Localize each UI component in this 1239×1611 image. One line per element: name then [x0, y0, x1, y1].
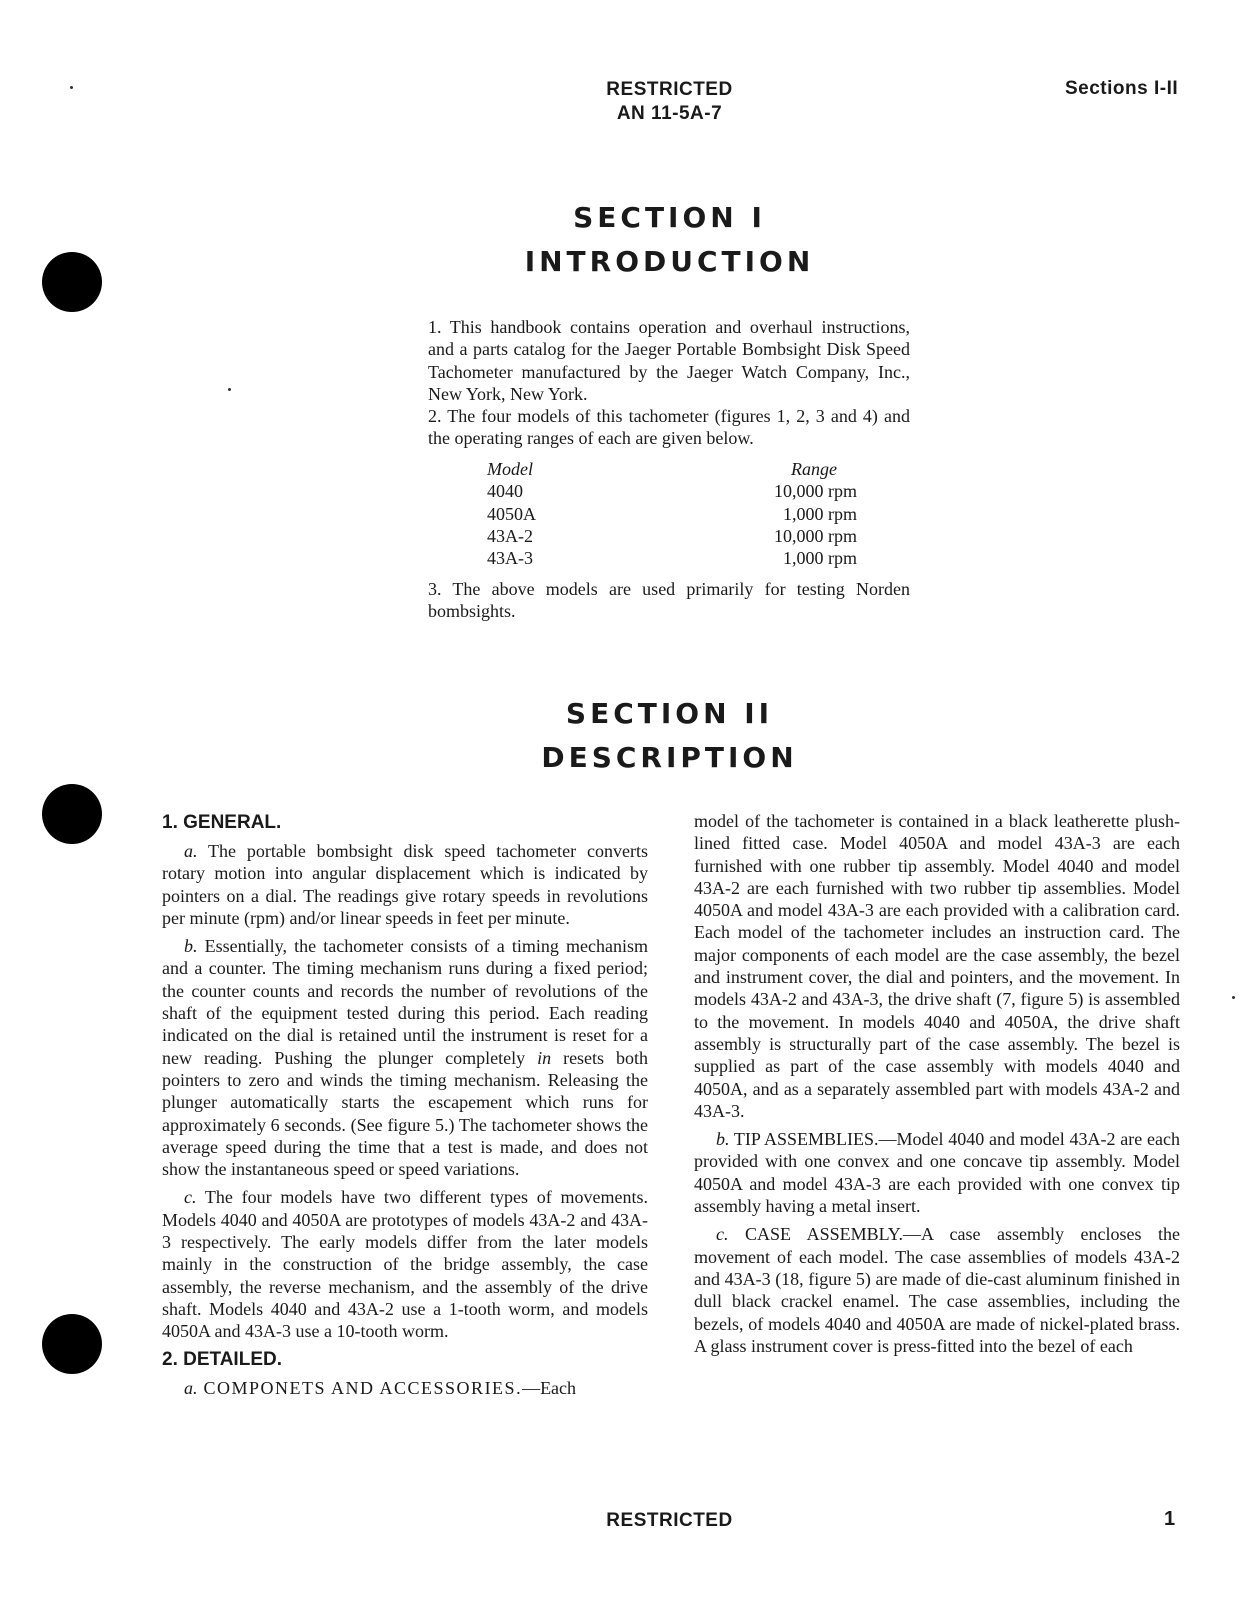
para-caps: CASE ASSEMBLY. [728, 1224, 903, 1245]
table-cell-range: 1,000 rpm [783, 548, 857, 569]
left-column [162, 812, 648, 1405]
table-row [487, 547, 857, 569]
right-column [694, 810, 1180, 1363]
binder-hole-middle [42, 784, 102, 844]
para-text: —Each [522, 1377, 577, 1398]
table-row [487, 525, 857, 547]
para-emphasis: in [537, 1047, 552, 1068]
general-para-b [162, 935, 648, 1180]
general-para-c [162, 1186, 648, 1342]
para-label: b. [716, 1129, 730, 1150]
para-label: c. [184, 1187, 197, 1208]
footer-classification: RESTRICTED [606, 1510, 733, 1531]
speck [228, 388, 231, 391]
general-heading: 1. GENERAL. [162, 812, 282, 833]
table-header-range: Range [791, 459, 837, 479]
intro-text [428, 316, 910, 450]
para-text: resets both pointers to zero and winds the timing mechanism. Releasing the plunger automatically starts the escapement which runs for approximately 6 seconds. (See figure 5.) The tachometer shows the average speed during the time that a test is made, and does not show the instantaneous speed or speed variations. [162, 1047, 648, 1180]
general-para-a [162, 840, 648, 929]
table-row [487, 503, 857, 525]
page-header [0, 78, 1239, 126]
header-classification: RESTRICTED [606, 79, 733, 100]
table-cell-range: 10,000 rpm [774, 525, 857, 546]
para-text: —Model 4040 and model 43A-2 are each provided with one convex and one concave tip assembly. Model 4050A and model 43A-3 are each provided with one convex tip assembly having a metal insert. [694, 1129, 1180, 1217]
header-doc-number: AN 11-5A-7 [616, 103, 723, 124]
table-cell-model: 43A-2 [487, 525, 533, 546]
detailed-para-c [694, 1223, 1180, 1357]
binder-hole-bottom [42, 1314, 102, 1374]
model-range-table [487, 458, 857, 569]
table-row [487, 480, 857, 502]
para-label: a. [184, 1377, 198, 1398]
intro-para-2: 2. The four models of this tachometer (figures 1, 2, 3 and 4) and the operating ranges of each are given below. [428, 406, 910, 449]
detailed-para-a-start [162, 1377, 648, 1399]
detailed-para-a-cont: model of the tachometer is contained in a black leatherette plush-lined fitted case. Model 4050A and model 43A-3 are each furnished with one rubber tip assembly. Model 4040 and model 43A-2 are each furnished with two rubber tip assemblies. Model 4050A and model 43A-3 are each provided with a calibration card. Each model of the tachometer includes an instruction card. The major components of each model are the case assembly, the bezel and instrument cover, the dial and pointers, and the movement. In models 43A-2 and 43A-3, the drive shaft (7, figure 5) is assembled to the movement. In models 4040 and 4050A, the drive shaft assembly is structurally part of the case assembly. The bezel is supplied as part of the case assembly with models 4040 and 4050A, and as a separately assembled part with models 43A-2 and 43A-3. [694, 811, 1180, 1121]
intro-para-3: 3. The above models are used primarily for testing Norden bombsights. [428, 579, 910, 622]
para-text: The portable bombsight disk speed tachometer converts rotary motion into angular displacement which is indicated by pointers on a dial. The readings give rotary speeds in revolutions per minute (rpm) and/or linear speeds in feet per minute. [162, 841, 648, 928]
section2-number: SECTION II [565, 697, 774, 730]
para-text: The four models have two different types of movements. Models 4040 and 4050A are prototypes of models 43A-2 and 43A-3 respectively. The early models differ from the later models mainly in the construction of the bridge assembly, the case assembly, the reverse mechanism, and the assembly of the drive shaft. Models 4040 and 43A-2 use a 1-tooth worm, and models 4050A and 43A-3 use a 10-tooth worm. [162, 1187, 648, 1342]
section1-title: INTRODUCTION [524, 245, 815, 278]
para-caps: TIP ASSEMBLIES. [729, 1129, 879, 1150]
header-sections: Sections I-II [1065, 78, 1179, 99]
para-text: —A case assembly encloses the movement of each model. The case assemblies of models 43A-2 and 43A-3 (18, figure 5) are made of die-cast aluminum finished in dull black crackel enamel. The case assemblies, including the bezels, of models 4040 and 4050A are made of nickel-plated brass. A glass instrument cover is press-fitted into the bezel of each [694, 1224, 1180, 1356]
table-cell-model: 43A-3 [487, 548, 533, 569]
para-text: Essentially, the tachometer consists of a timing mechanism and a counter. The timing mechanism runs during a fixed period; the counter counts and records the number of revolutions of the shaft of the equipment tested during this period. Each reading indicated on the dial is retained until the instrument is reset for a new reading. Pushing the plunger completely [162, 936, 648, 1068]
table-cell-range: 1,000 rpm [783, 503, 857, 524]
detailed-heading: 2. DETAILED. [162, 1348, 282, 1370]
intro-text-2 [428, 578, 910, 623]
section1-number: SECTION I [573, 201, 766, 234]
table-header-model: Model [487, 459, 533, 479]
para-caps: COMPONETS AND ACCESSORIES. [197, 1377, 523, 1398]
para-label: c. [716, 1224, 729, 1245]
table-cell-range: 10,000 rpm [774, 481, 857, 502]
table-cell-model: 4050A [487, 503, 536, 524]
section2-title: DESCRIPTION [541, 741, 798, 774]
table-header-row [487, 458, 857, 480]
speck [1232, 996, 1235, 999]
page-number: 1 [1164, 1508, 1176, 1530]
para-label: a. [184, 841, 198, 861]
para-label: b. [184, 936, 198, 957]
detailed-para-b [694, 1128, 1180, 1217]
intro-para-1: 1. This handbook contains operation and overhaul instructions, and a parts catalog for the Jaeger Portable Bombsight Disk Speed Tachometer manufactured by the Jaeger Watch Company, Inc., New York, New York. [428, 317, 910, 404]
table-cell-model: 4040 [487, 481, 523, 502]
